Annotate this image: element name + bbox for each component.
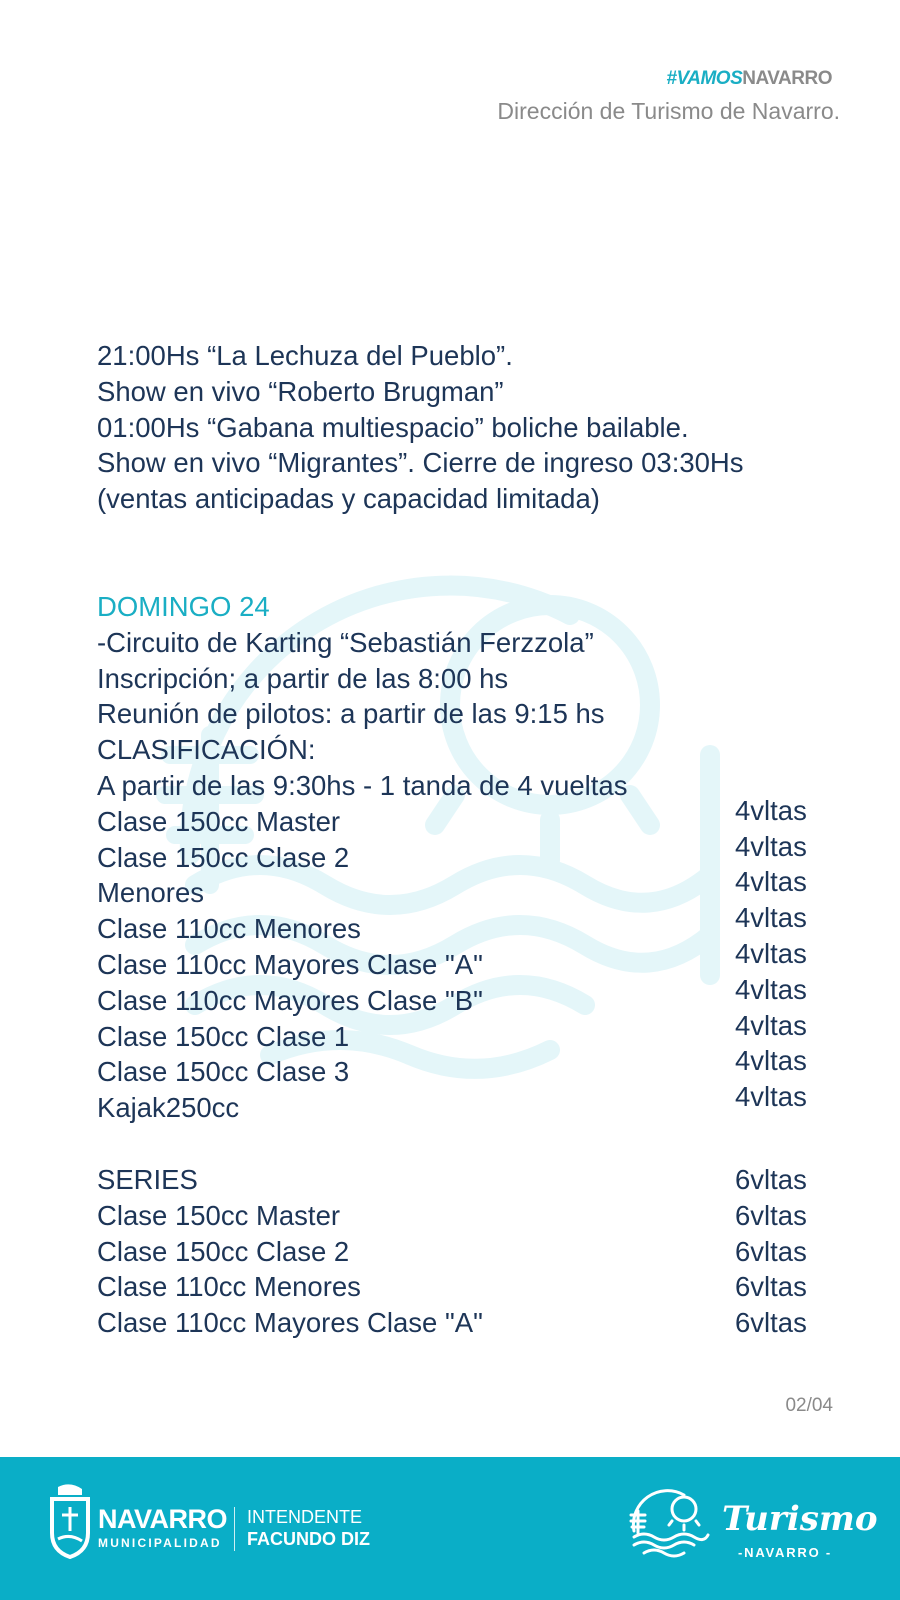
series-row [97,1305,817,1341]
class-name: Clase 110cc Mayores Clase "A" [97,1307,483,1339]
municipal-shield-icon [48,1483,92,1559]
footer-mayor-title: INTENDENTE [247,1507,363,1527]
intro-line: 01:00Hs “Gabana multiespacio” boliche bailable. [97,411,689,443]
clasificacion-row [97,1045,817,1090]
laps-count: 4vltas [735,866,807,898]
hashtag [666,68,832,90]
laps-count: 4vltas [735,973,807,1005]
laps-count: 4vltas [735,794,807,826]
clasificacion-row [97,1009,817,1055]
class-name: Clase 110cc Menores [97,1271,361,1303]
class-name: Clase 150cc Clase 1 [97,1020,350,1052]
program-content [97,338,817,1341]
footer-divider [234,1507,235,1551]
footer-mayor-name: FACUNDO DIZ [247,1529,370,1549]
laps-count: 6vltas [735,1163,807,1195]
footer-municipality: NAVARRO [98,1504,227,1534]
turismo-logo-icon [628,1487,710,1559]
domingo-line: -Circuito de Karting “Sebastián Ferzzola” [97,626,594,658]
class-name: Clase 110cc Menores [97,913,361,945]
clasificacion-row [97,830,817,876]
class-name: Clase 150cc Clase 2 [97,841,350,873]
series-row [97,1269,817,1305]
intro-line: 21:00Hs “La Lechuza del Pueblo”. [97,340,513,371]
intro-line: Show en vivo “Roberto Brugman” [97,375,504,407]
hashtag-prefix: #VAMOS [666,68,743,89]
domingo-line: A partir de las 9:30hs - 1 tanda de 4 vueltas [97,769,628,801]
class-name: Menores [97,877,204,909]
class-name: Clase 150cc Clase 3 [97,1056,350,1088]
clasificacion-row [97,1081,817,1126]
laps-count: 4vltas [735,937,807,969]
class-name: Clase 110cc Mayores Clase "A" [97,948,483,980]
laps-count: 4vltas [735,902,807,934]
domingo-line: CLASIFICACIÓN: [97,734,316,766]
page-number: 02/04 [785,1395,833,1416]
laps-count: 6vltas [735,1235,807,1267]
clasificacion-row [97,973,817,1019]
series-title-row [97,1162,817,1198]
clasificacion-row [97,794,817,840]
laps-count: 6vltas [735,1271,807,1303]
laps-count: 4vltas [735,1045,807,1077]
laps-count: 4vltas [735,1081,807,1113]
footer [0,1457,900,1600]
intro-line: Show en vivo “Migrantes”. Cierre de ingreso 03:30Hs [97,447,744,479]
domingo-line: Reunión de pilotos: a partir de las 9:15 hs [97,698,605,730]
section-title-series: SERIES [97,1163,198,1195]
clasificacion-row [97,937,817,983]
intro-line: (ventas anticipadas y capacidad limitada) [97,483,600,515]
series-row [97,1234,817,1270]
laps-count: 6vltas [735,1199,807,1231]
class-name: Kajak250cc [97,1092,240,1124]
laps-count: 4vltas [735,830,807,862]
footer-municipality-sub: MUNICIPALIDAD [98,1536,222,1550]
class-name: Clase 150cc Master [97,805,341,837]
class-name: Clase 150cc Master [97,1199,341,1231]
laps-count: 6vltas [735,1307,807,1339]
header-subtitle: Dirección de Turismo de Navarro. [497,98,840,124]
section-title-domingo: DOMINGO 24 [97,590,270,622]
laps-count: 4vltas [735,1009,807,1041]
hashtag-name: NAVARRO [742,68,832,89]
footer-turismo-sub: -NAVARRO - [738,1545,833,1560]
series-row [97,1198,817,1234]
class-name: Clase 110cc Mayores Clase "B" [97,984,483,1016]
footer-turismo-title: Turismo [722,1499,878,1539]
clasificacion-row [97,902,817,947]
clasificacion-row [97,866,817,911]
class-name: Clase 150cc Clase 2 [97,1235,350,1267]
domingo-line: Inscripción; a partir de las 8:00 hs [97,662,509,694]
